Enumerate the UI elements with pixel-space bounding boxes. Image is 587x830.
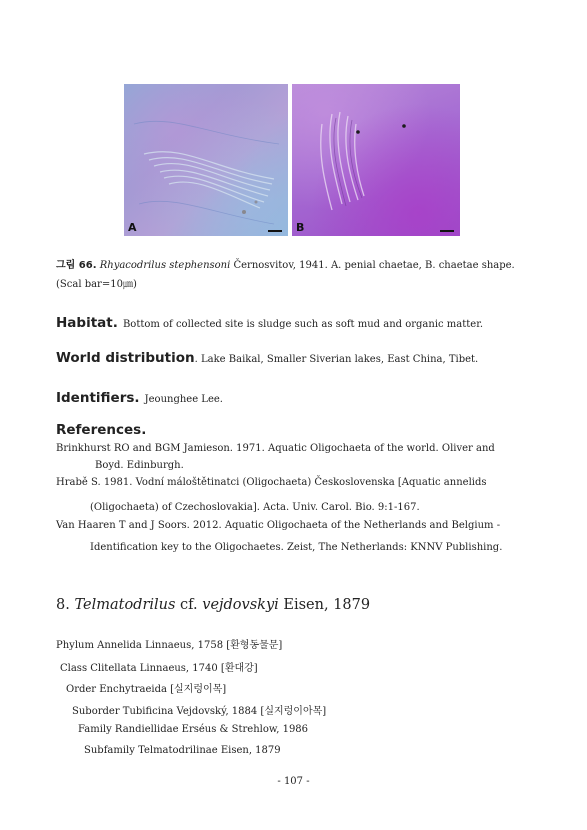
distribution-label: World distribution xyxy=(56,350,195,366)
habitat-paragraph xyxy=(56,312,483,331)
scale-bar xyxy=(440,230,454,232)
figure-label: 그림 66. xyxy=(56,260,97,271)
references-heading: References. xyxy=(56,422,147,438)
caption-species: Rhyacodrilus stephensoni xyxy=(99,260,231,271)
reference-1-line-2: Boyd. Edinburgh. xyxy=(95,460,184,471)
chaetae-shape-illustration xyxy=(292,84,460,236)
habitat-text: Bottom of collected site is sludge such as soft mud and organic matter. xyxy=(122,319,484,330)
section-title xyxy=(56,597,370,613)
panel-b-letter: B xyxy=(296,221,305,234)
section-species: vejdovskyi xyxy=(202,597,279,613)
reference-2-line-2: (Oligochaeta) of Czechoslovakia]. Acta. Univ. Carol. Bio. 9:1-167. xyxy=(90,502,420,513)
page-number: - 107 - xyxy=(277,776,310,787)
section-cf: cf. xyxy=(175,597,203,613)
taxonomy-class: Class Clitellata Linnaeus, 1740 [환대강] xyxy=(60,663,258,674)
section-number: 8. xyxy=(56,597,70,613)
penial-chaetae-illustration xyxy=(124,84,288,236)
taxonomy-order: Order Enchytraeida [실지렁이목] xyxy=(66,684,227,695)
habitat-label: Habitat. xyxy=(56,315,118,331)
panel-a-letter: A xyxy=(128,221,137,234)
identifiers-paragraph xyxy=(56,387,223,406)
identifiers-label: Identifiers. xyxy=(56,390,140,406)
identifiers-text: Jeounghee Lee. xyxy=(144,394,223,405)
reference-1-line-1: Brinkhurst RO and BGM Jamieson. 1971. Aquatic Oligochaeta of the world. Oliver and xyxy=(56,443,495,454)
reference-3-line-2: Identification key to the Oligochaetes. Zeist, The Netherlands: KNNV Publishing. xyxy=(90,542,503,553)
figure-caption xyxy=(56,256,534,294)
taxonomy-family: Family Randiellidae Erséus & Strehlow, 1986 xyxy=(78,724,309,735)
figure-panel-a xyxy=(124,84,288,236)
caption-scale-note: (Scal bar=10㎛) xyxy=(56,279,137,290)
distribution-paragraph xyxy=(56,347,478,366)
section-genus: Telmatodrilus xyxy=(74,597,176,613)
reference-3-line-1: Van Haaren T and J Soors. 2012. Aquatic Oligochaeta of the Netherlands and Belgium - xyxy=(56,520,501,531)
section-author: Eisen, 1879 xyxy=(278,597,371,613)
figure-panel-b xyxy=(292,84,460,236)
taxonomy-suborder: Suborder Tubificina Vejdovský, 1884 [실지렁이아목] xyxy=(72,706,327,717)
caption-text: Černosvitov, 1941. A. penial chaetae, B. chaetae shape. xyxy=(230,260,515,271)
taxonomy-phylum: Phylum Annelida Linnaeus, 1758 [환형동물문] xyxy=(56,640,283,651)
taxonomy-subfamily: Subfamily Telmatodrilinae Eisen, 1879 xyxy=(84,745,281,756)
scale-bar xyxy=(268,230,282,232)
distribution-text: . Lake Baikal, Smaller Siverian lakes, East China, Tibet. xyxy=(194,354,479,365)
reference-2-line-1: Hrabě S. 1981. Vodní máloštětinatci (Oligochaeta) Československa [Aquatic annelids xyxy=(56,477,487,488)
